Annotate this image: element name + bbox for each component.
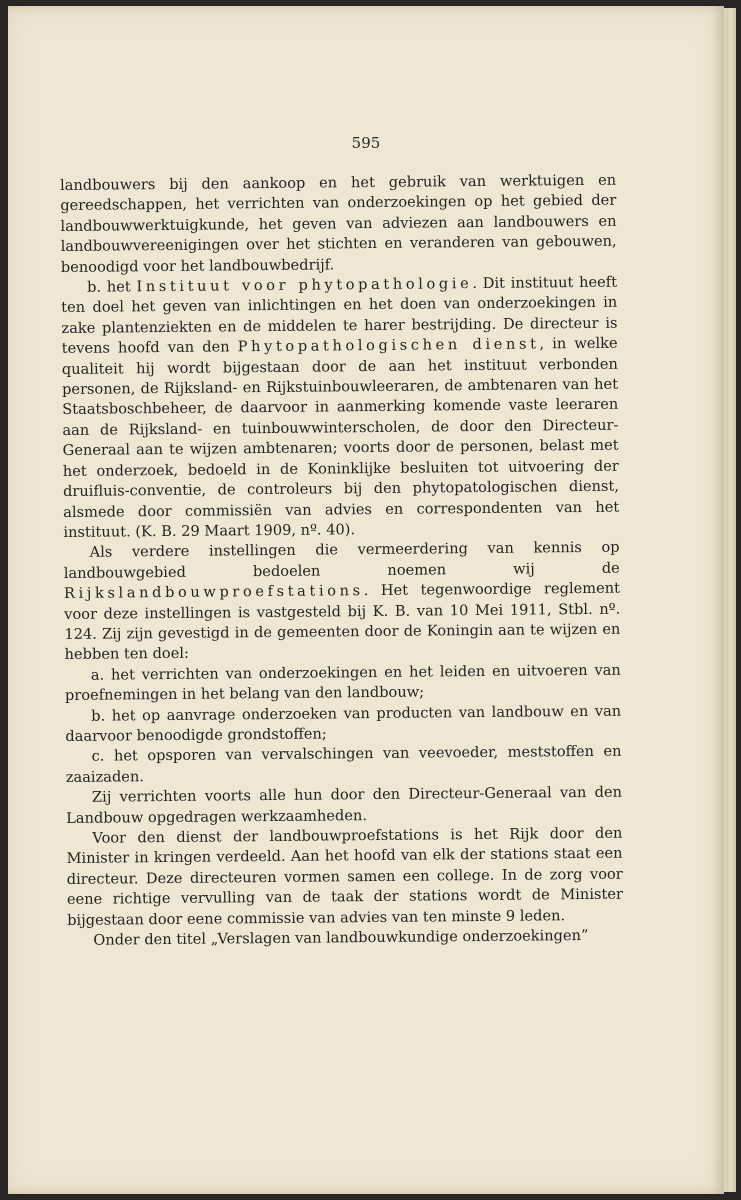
text-run: . Het tegenwoordige reglement voor deze instellingen is vastgesteld bij K. B. van 10 Mei 1911, Stbl. nº. 124. Zij zijn gevestigd in de gemeenten door de Koningin aan te wijzen en hebben ten doel: (64, 579, 621, 664)
paragraph-p3 (64, 538, 621, 666)
paragraph-p6 (65, 742, 621, 788)
text-run: Als verdere instellingen die vermeerdering van kennis op landbouwgebied bedoelen noemen wij de (63, 538, 620, 582)
page-edge (722, 8, 736, 1192)
text-run: c. het opsporen van vervalschingen van veevoeder, meststoffen en zaaizaden. (65, 743, 622, 786)
text-run: Onder den titel „Verslagen van landbouwkundige onderzoekingen” (93, 926, 589, 949)
paragraph-p7 (66, 783, 622, 829)
text-run: b. het op aanvrage onderzoeken van producten van landbouw en van daarvoor benoodigde grondstoffen; (65, 702, 622, 745)
paragraph-p9 (67, 926, 623, 952)
paragraph-p2 (61, 273, 620, 544)
paragraph-p8 (66, 824, 623, 931)
body-text (60, 171, 623, 952)
text-run: . Dit instituut heeft ten doel het geven van inlichtingen en het doen van onderzoekingen in zake plantenziekten en de middelen te harer bestrijding. De directeur is tevens hoofd van den (61, 273, 618, 358)
book-page (8, 6, 724, 1194)
text-run: a. het verrichten van onderzoekingen en het leiden en uitvoeren van proefnemingen in het belang van den landbouw; (64, 661, 621, 705)
spaced-term: Rijkslandbouwproefstations (63, 582, 364, 603)
paragraph-p1 (60, 171, 617, 278)
text-run: Zij verrichten voorts alle hun door den Directeur-Generaal van den Landbouw opgedragen werkzaamheden. (66, 783, 623, 827)
text-run: b. het (86, 278, 137, 296)
text-run: Voor den dienst der landbouwproefstations is het Rijk door den Minister in kringen verdeeld. Aan het hoofd van elk der stations staat een directeur. Deze directeuren vormen samen een college. In de zorg voor eene richtige vervulling van de taak der stations wordt de Minister bijgestaan door eene commissie van advies van ten minste 9 leden. (66, 824, 624, 929)
text-run: , in welke qualiteit hij wordt bijgestaan door de aan het instituut verbonden personen, de Rijksland- en Rijkstuinbouwleeraren, de ambtenaren van het Staatsboschbeheer, de daarvoor in aanmerking komende vaste leeraren aan de Rijksland- en tuinbouwwinterscholen, de door den Directeur-Generaal aan te wijzen ambtenaren; voorts door de personen, belast met het onderzoek, bedoeld in de Koninklijke besluiten tot uitvoering der druifluis-conventie, de controleurs bij den phytopatologischen dienst, alsmede door commissiën van advies en correspondenten van het instituut. (K. B. 29 Maart 1909, nº. 40). (61, 334, 620, 541)
paragraph-p5 (65, 701, 621, 747)
page-number: 595 (351, 134, 381, 152)
text-run: landbouwers bij den aankoop en het gebruik van werktuigen en gereedschappen, het verrichten van onderzoekingen op het gebied der landbouwwerktuigkunde, het geven van adviezen aan landbouwers en landbouwvereenigingen over het stichten en veranderen van gebouwen, benoodigd voor het landbouwbedrijf. (60, 171, 617, 276)
spaced-term: Instituut voor phytopathologie (136, 275, 473, 296)
paragraph-p4 (65, 660, 621, 706)
spaced-term: Phytopathologischen dienst (237, 335, 540, 356)
